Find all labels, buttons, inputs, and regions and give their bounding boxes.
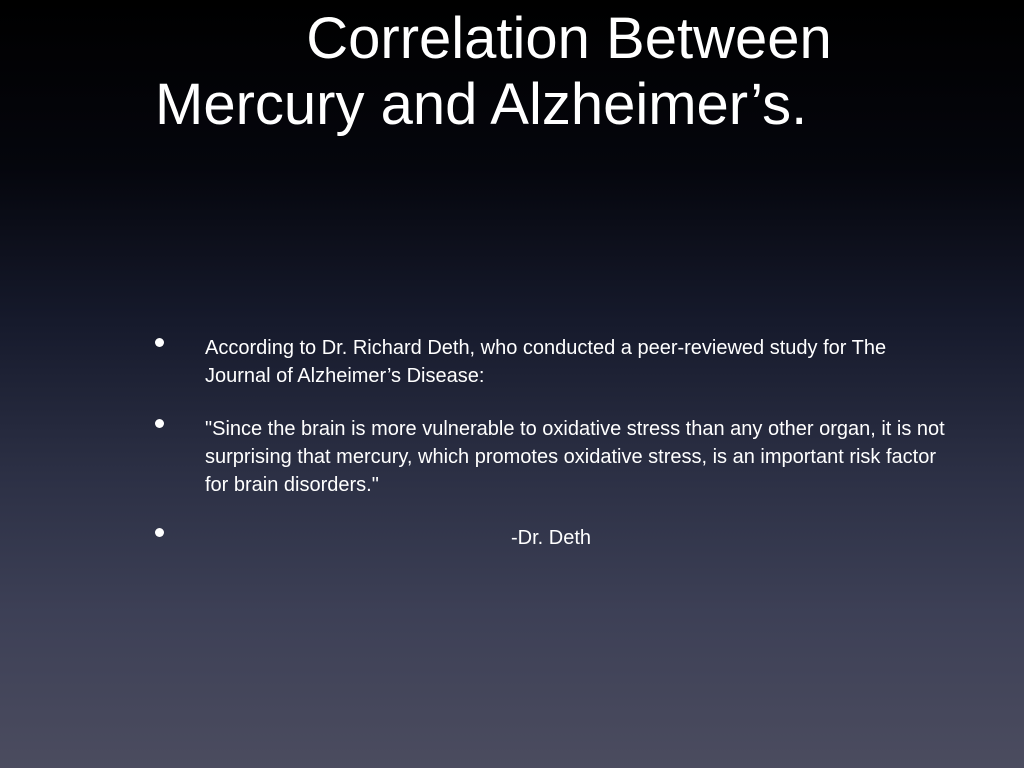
bullet-dot-icon [155, 528, 164, 537]
bullet-text: According to Dr. Richard Deth, who conducted a peer-reviewed study for The Journal of Alzheimer’s Disease: [205, 337, 887, 387]
bullet-quote-text: "Since the brain is more vulnerable to oxidative stress than any other organ, it is not surprising that mercury, which promotes oxidative stress, is an important risk factor for brain disorders." [205, 418, 945, 496]
bullet-item [148, 524, 968, 552]
bullet-attribution-text: -Dr. Deth [511, 527, 592, 549]
bullet-item [148, 415, 968, 499]
bullet-list [148, 330, 968, 552]
bullet-item [148, 334, 968, 390]
slide-title [100, 6, 940, 138]
title-line-1: Correlation Between [306, 6, 832, 71]
title-line-2: Mercury and Alzheimer’s. [155, 72, 808, 137]
bullet-dot-icon [155, 338, 164, 347]
bullet-dot-icon [155, 419, 164, 428]
